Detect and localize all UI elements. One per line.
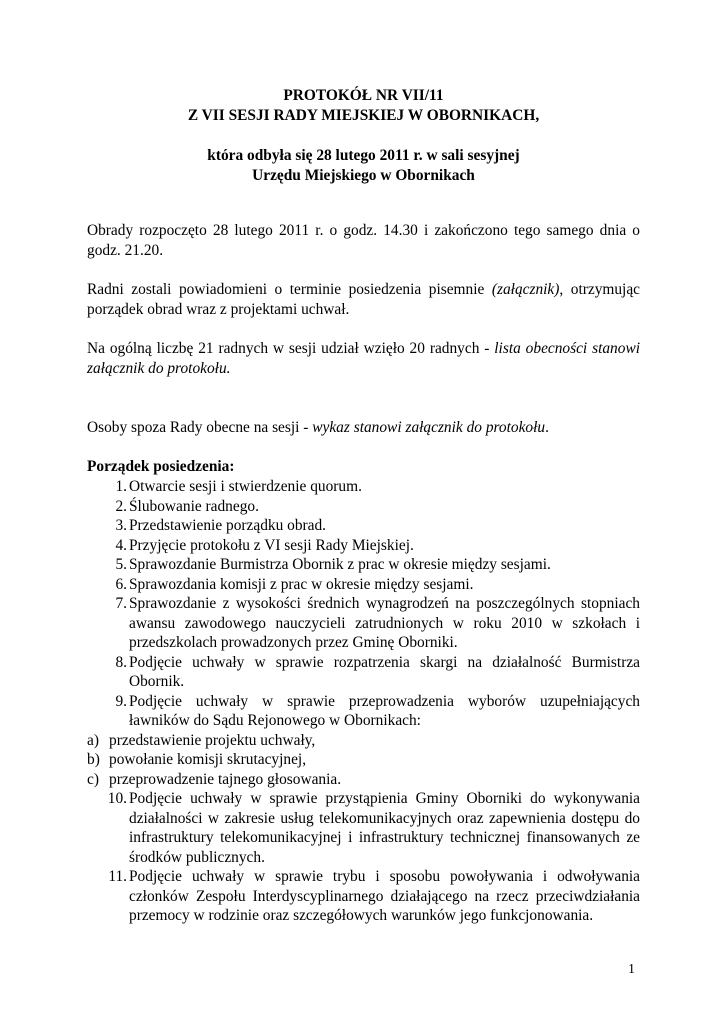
- agenda-item: [87, 692, 640, 731]
- agenda-item-number: 1.: [115, 478, 127, 495]
- paragraph-guests: [87, 418, 640, 438]
- guests-text: Osoby spoza Rady obecne na sesji -: [87, 419, 313, 436]
- agenda-item: [87, 516, 640, 536]
- agenda-subitem-letter: b): [87, 751, 100, 768]
- agenda-item-text: Przedstawienie porządku obrad.: [129, 517, 327, 534]
- agenda-item-text: Podjęcie uchwały w sprawie przystąpienia Gminy Oborniki do wykonywania działalności w zakresie usług telekomunikacyjnych oraz zapewnienia dostępu do infrastruktury telekomunikacyjnej i infrastruktury technicznej finansowanych ze środków publicznych.: [129, 790, 640, 866]
- agenda-item-text: Podjęcie uchwały w sprawie trybu i sposobu powoływania i odwoływania członków Zespołu Interdyscyplinarnego działającego na rzecz przeciwdziałania przemocy w rodzinie oraz szczegółowych warunków jego funkcjonowania.: [129, 868, 640, 924]
- agenda-item-text: Sprawozdanie z wysokości średnich wynagrodzeń na poszczególnych stopniach awansu zawodowego nauczycieli zatrudnionych w roku 2010 w szkołach i przedszkolach prowadzonych przez Gminę Oborniki.: [129, 595, 640, 651]
- agenda-item-number: 4.: [115, 536, 127, 554]
- document-title: [87, 86, 640, 186]
- agenda-item: [87, 653, 640, 692]
- agenda-item-text: Przyjęcie protokołu z VI sesji Rady Miejskiej.: [129, 536, 414, 554]
- subtitle-line-2: Urzędu Miejskiego w Obornikach: [252, 167, 475, 184]
- guests-text-end: .: [545, 419, 549, 436]
- agenda-item: [87, 536, 640, 556]
- attachment-note: (załącznik): [491, 281, 560, 298]
- agenda-item-text: Sprawozdanie Burmistrza Obornik z prac w okresie między sesjami.: [129, 556, 551, 573]
- agenda-item: [87, 594, 640, 653]
- document-subtitle: [87, 146, 640, 186]
- agenda-item: [87, 477, 640, 497]
- agenda-item-text: Sprawozdania komisji z prac w okresie między sesjami.: [129, 575, 474, 593]
- agenda-item-number: 7.: [115, 595, 127, 612]
- guests-note: wykaz stanowi załącznik do protokołu: [312, 419, 546, 436]
- agenda-item: [87, 867, 640, 926]
- title-line-2: Z VII SESJI RADY MIEJSKIEJ W OBORNIKACH,: [187, 107, 540, 124]
- agenda-item-text: Ślubowanie radnego.: [129, 497, 259, 515]
- agenda-subitem-letter: c): [87, 770, 99, 788]
- subtitle-line-1: która odbyła się 28 lutego 2011 r. w sali sesyjnej: [207, 147, 520, 164]
- agenda-list-continued: [87, 789, 640, 926]
- agenda-item-number: 3.: [115, 517, 127, 534]
- title-line-1: PROTOKÓŁ NR VII/11: [283, 87, 444, 104]
- agenda-subitem: [87, 731, 640, 751]
- agenda-item-number: 10.: [107, 790, 127, 807]
- notification-text: Radni zostali powiadomieni o terminie posiedzenia pisemnie: [87, 281, 492, 298]
- paragraph-notification: [87, 280, 640, 320]
- notification-text-end: , otrzymując porządek obrad wraz z projektami uchwał.: [87, 281, 640, 318]
- attendance-text: Na ogólną liczbę 21 radnych w sesji udział wzięło 20 radnych -: [87, 340, 495, 357]
- agenda-item: [87, 789, 640, 867]
- agenda-subitem: [87, 770, 640, 790]
- page-number: 1: [628, 962, 635, 977]
- attendance-note: lista obecności stanowi załącznik do protokołu.: [87, 340, 640, 377]
- agenda-item-number: 5.: [115, 556, 127, 573]
- agenda-item-text: Otwarcie sesji i stwierdzenie quorum.: [129, 478, 362, 495]
- agenda-item: [87, 575, 640, 595]
- agenda-item: [87, 555, 640, 575]
- agenda-item-text: Podjęcie uchwały w sprawie przeprowadzenia wyborów uzupełniających ławników do Sądu Rejonowego w Obornikach:: [129, 692, 640, 729]
- paragraph-attendance: [87, 339, 640, 379]
- agenda-subitem: [87, 750, 640, 770]
- paragraph-session-time: Obrady rozpoczęto 28 lutego 2011 r. o godz. 14.30 i zakończono tego samego dnia o godz. 21.20.: [87, 222, 640, 259]
- agenda-title: Porządek posiedzenia:: [87, 458, 235, 475]
- agenda-item: [87, 497, 640, 517]
- agenda-item-number: 2.: [115, 497, 127, 515]
- agenda-item-text: Podjęcie uchwały w sprawie rozpatrzenia skargi na działalność Burmistrza Obornik.: [129, 653, 640, 690]
- agenda-item-number: 9.: [115, 692, 127, 710]
- agenda-subitem-letter: a): [87, 731, 99, 749]
- agenda-list: [87, 477, 640, 731]
- document-page: [87, 86, 640, 926]
- agenda-subitem-text: przedstawienie projektu uchwały,: [109, 731, 316, 749]
- agenda-subitem-text: przeprowadzenie tajnego głosowania.: [109, 770, 342, 788]
- agenda-subitem-text: powołanie komisji skrutacyjnej,: [109, 751, 307, 768]
- agenda-item-number: 11.: [108, 868, 127, 885]
- agenda-item-number: 6.: [115, 575, 127, 593]
- agenda-item-number: 8.: [115, 653, 127, 671]
